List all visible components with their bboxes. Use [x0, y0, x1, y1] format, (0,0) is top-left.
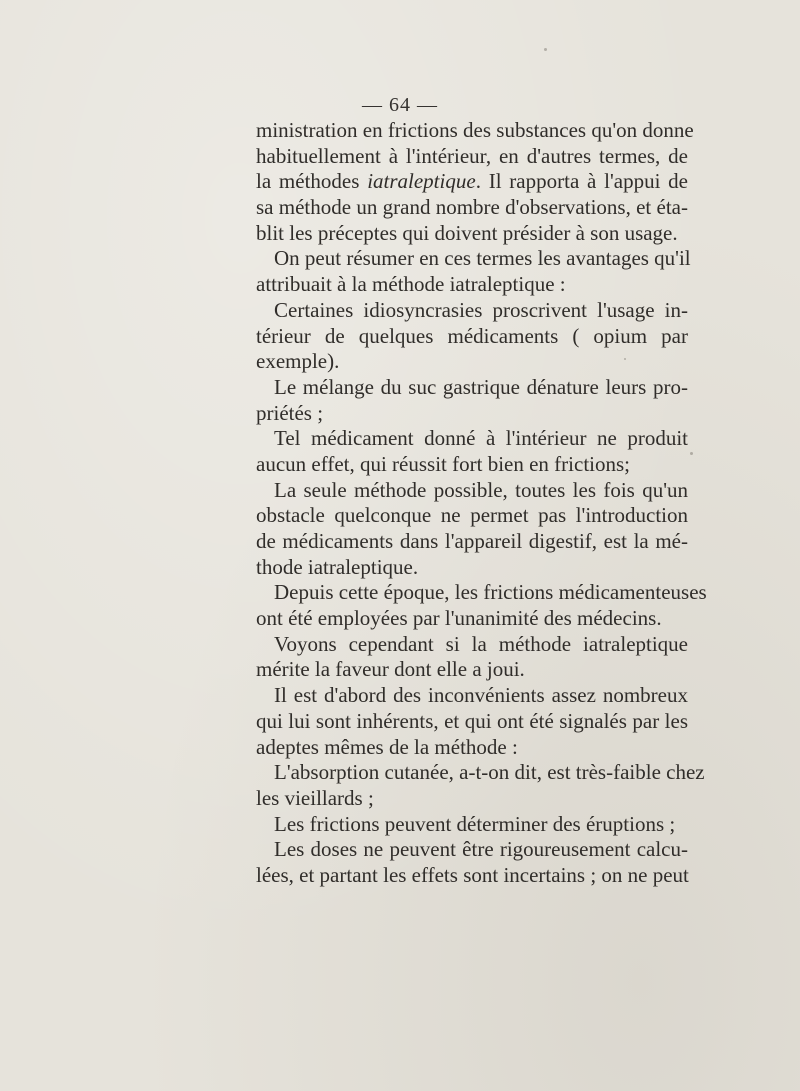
text-segment: la méthodes [256, 169, 368, 194]
text-line: L'absorption cutanée, a-t-on dit, est très-faible chez [274, 760, 705, 785]
text-line: Il est d'abord des inconvénients assez nombreux [274, 683, 688, 708]
paper-speck [300, 668, 302, 670]
text-line: blit les préceptes qui doivent présider à son usage. [256, 220, 678, 245]
text-line [256, 169, 688, 195]
page-number: — 64 — [362, 94, 438, 116]
text-line: habituellement à l'intérieur, en d'autres termes, de [256, 143, 688, 168]
text-line: Les doses ne peuvent être rigoureusement calcu- [274, 837, 688, 862]
text-line: les vieillards ; [256, 785, 374, 810]
text-line: aucun effet, qui réussit fort bien en frictions; [256, 451, 631, 476]
body-text [256, 118, 707, 889]
text-line: de médicaments dans l'appareil digestif, est la mé- [256, 529, 688, 553]
text-line: térieur de quelques médicaments ( opium par [256, 323, 688, 348]
text-line: adeptes mêmes de la méthode : [256, 734, 518, 759]
text-line: ont été employées par l'unanimité des médecins. [256, 606, 662, 631]
text-line: Voyons cependant si la méthode iatraleptique [274, 631, 688, 656]
text-line: attribuait à la méthode iatraleptique : [256, 272, 566, 297]
text-line: exemple). [256, 349, 340, 374]
text-line: La seule méthode possible, toutes les fois qu'un [274, 477, 688, 502]
text-line: Certaines idiosyncrasies proscrivent l'usage in- [274, 297, 688, 322]
text-line: sa méthode un grand nombre d'observations, et éta- [256, 195, 688, 220]
text-line: priétés ; [256, 400, 324, 425]
paper-speck [624, 358, 626, 360]
text-line: Tel médicament donné à l'intérieur ne produit [274, 426, 688, 451]
text-line: ministration en frictions des substances qu'on donne [256, 118, 694, 142]
paper-speck [544, 48, 547, 51]
text-line: Depuis cette époque, les frictions médicamenteuses [274, 580, 707, 605]
text-line: On peut résumer en ces termes les avantages qu'il [274, 246, 691, 271]
text-line: obstacle quelconque ne permet pas l'introduction [256, 503, 688, 528]
text-line: Les frictions peuvent déterminer des éruptions ; [274, 811, 676, 836]
text-line: Le mélange du suc gastrique dénature leurs pro- [274, 374, 688, 399]
text-line: lées, et partant les effets sont incertains ; on ne peut [256, 862, 689, 887]
text-line: mérite la faveur dont elle a joui. [256, 657, 525, 682]
paper-speck [690, 452, 693, 455]
text-segment: . Il rapporta à l'appui de [475, 169, 688, 194]
text-line: qui lui sont inhérents, et qui ont été signalés par les [256, 708, 688, 733]
italic-term: iatraleptique [367, 169, 476, 194]
text-line: thode iatraleptique. [256, 554, 419, 579]
